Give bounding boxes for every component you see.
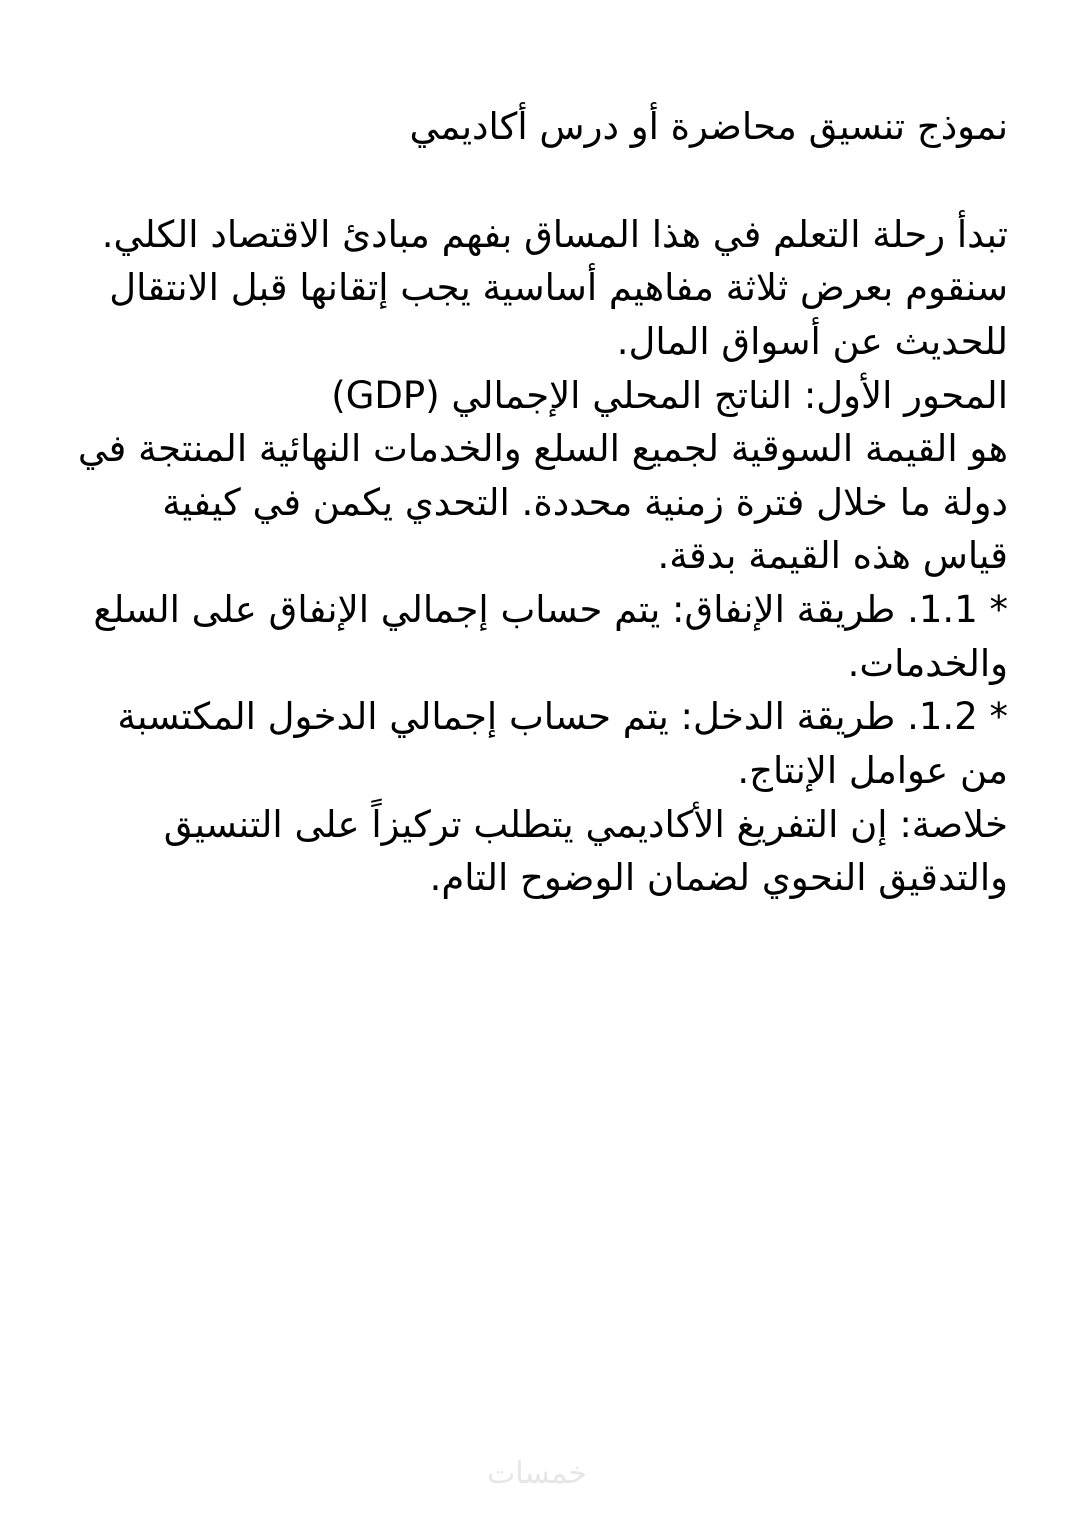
document-title: نموذج تنسيق محاضرة أو درس أكاديمي	[409, 105, 1008, 148]
conclusion-paragraph: خلاصة: إن التفريغ الأكاديمي يتطلب تركيزاً على التنسيق والتدقيق النحوي لضمان الوضوح التام.	[163, 802, 1008, 900]
watermark-logo: خمسات	[486, 1456, 588, 1491]
intro-paragraph: تبدأ رحلة التعلم في هذا المساق بفهم مبادئ الاقتصاد الكلي.	[101, 212, 1008, 256]
list-item-expenditure-method: * 1.1. طريقة الإنفاق: يتم حساب إجمالي الإنفاق على السلع والخدمات.	[93, 588, 1008, 685]
document-body	[72, 100, 1008, 905]
concepts-paragraph: سنقوم بعرض ثلاثة مفاهيم أساسية يجب إتقانها قبل الانتقال للحديث عن أسواق المال.	[109, 266, 1008, 363]
gdp-definition-paragraph: هو القيمة السوقية لجميع السلع والخدمات النهائية المنتجة في دولة ما خلال فترة زمنية محددة. التحدي يكمن في كيفية قياس هذه القيمة بدقة.	[77, 427, 1008, 578]
section-heading-gdp: المحور الأول: الناتج المحلي الإجمالي (GDP)	[331, 373, 1008, 417]
list-item-income-method: * 1.2. طريقة الدخل: يتم حساب إجمالي الدخول المكتسبة من عوامل الإنتاج.	[117, 695, 1008, 793]
